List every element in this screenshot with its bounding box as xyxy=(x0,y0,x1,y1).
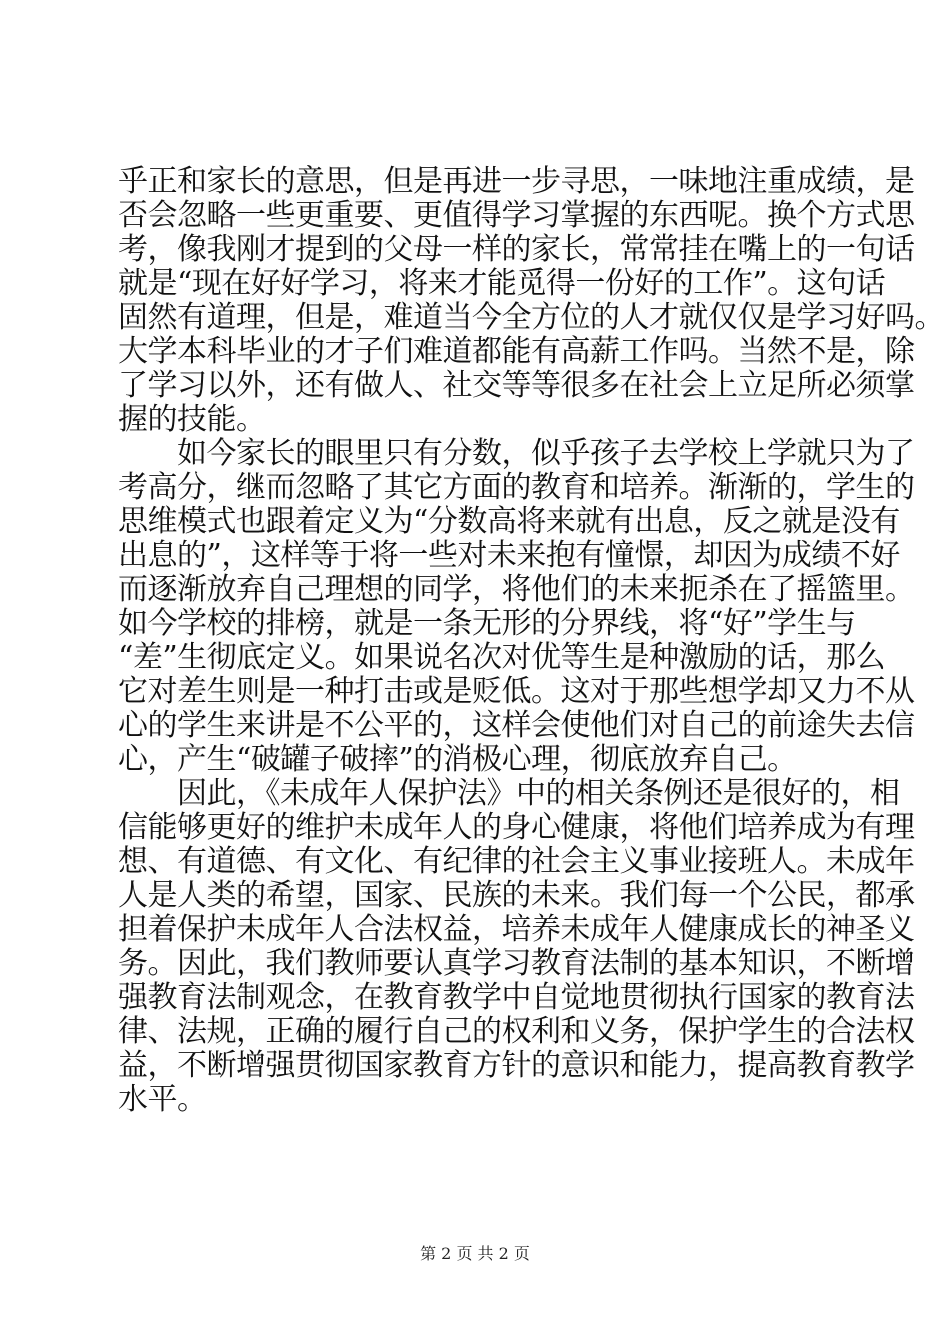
text-line: “差”生彻底定义。如果说名次对优等生是种激励的话，那么 xyxy=(118,640,886,675)
text-line: 如今家长的眼里只有分数，似乎孩子去学校上学就只为了 xyxy=(118,436,915,471)
text-line: 信能够更好的维护未成年人的身心健康，将他们培养成为有理 xyxy=(118,810,915,845)
text-line: 考高分，继而忽略了其它方面的教育和培养。渐渐的，学生的 xyxy=(118,470,915,505)
text-line: 否会忽略一些更重要、更值得学习掌握的东西呢。换个方式思 xyxy=(118,198,915,233)
text-line: 人是人类的希望，国家、民族的未来。我们每一个公民，都承 xyxy=(118,878,915,913)
text-line: 因此，《未成年人保护法》中的相关条例还是很好的，相 xyxy=(118,776,900,811)
text-line: 如今学校的排榜，就是一条无形的分界线，将“好”学生与 xyxy=(118,606,856,641)
text-line: 想、有道德、有文化、有纪律的社会主义事业接班人。未成年 xyxy=(118,844,915,879)
page-number-footer: 第 2 页 共 2 页 xyxy=(420,1244,530,1263)
text-line: 大学本科毕业的才子们难道都能有高薪工作吗。当然不是，除 xyxy=(118,334,915,369)
body-text xyxy=(118,164,944,1117)
text-line: 担着保护未成年人合法权益，培养未成年人健康成长的神圣义 xyxy=(118,912,915,947)
text-line: 就是“现在好好学习，将来才能觅得一份好的工作”。这句话 xyxy=(118,266,886,301)
text-line: 了学习以外，还有做人、社交等等很多在社会上立足所必须掌 xyxy=(118,368,915,403)
text-line: 固然有道理，但是，难道当今全方位的人才就仅仅是学习好吗。 xyxy=(118,300,944,335)
text-line: 心，产生“破罐子破摔”的消极心理，彻底放弃自己。 xyxy=(118,742,797,777)
text-line: 强教育法制观念，在教育教学中自觉地贯彻执行国家的教育法 xyxy=(118,980,915,1015)
text-line: 思维模式也跟着定义为“分数高将来就有出息，反之就是没有 xyxy=(118,504,900,539)
text-line: 益，不断增强贯彻国家教育方针的意识和能力，提高教育教学 xyxy=(118,1048,915,1083)
text-line: 它对差生则是一种打击或是贬低。这对于那些想学却又力不从 xyxy=(118,674,915,709)
text-line: 考，像我刚才提到的父母一样的家长，常常挂在嘴上的一句话 xyxy=(118,232,915,267)
text-line: 握的技能。 xyxy=(118,402,266,437)
text-line: 务。因此，我们教师要认真学习教育法制的基本知识，不断增 xyxy=(118,946,915,981)
text-line: 心的学生来讲是不公平的，这样会使他们对自己的前途失去信 xyxy=(118,708,915,743)
text-line: 出息的”，这样等于将一些对未来抱有憧憬，却因为成绩不好 xyxy=(118,538,900,573)
text-line: 而逐渐放弃自己理想的同学，将他们的未来扼杀在了摇篮里。 xyxy=(118,572,915,607)
text-line: 律、法规，正确的履行自己的权利和义务，保护学生的合法权 xyxy=(118,1014,915,1049)
text-line: 水平。 xyxy=(118,1082,207,1117)
text-line: 乎正和家长的意思，但是再进一步寻思，一味地注重成绩，是 xyxy=(118,164,915,199)
